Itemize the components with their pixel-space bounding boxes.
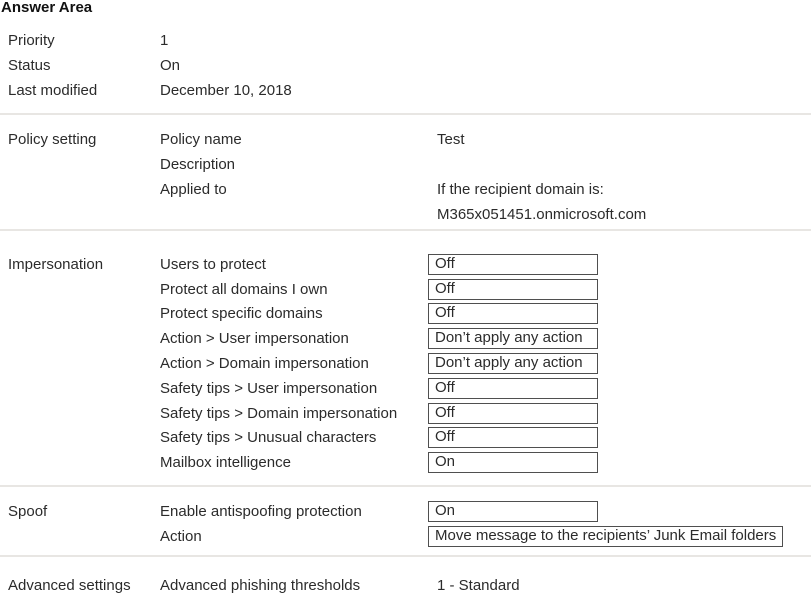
value-text: 1 - Standard bbox=[437, 577, 520, 595]
page-title: Answer Area bbox=[1, 0, 93, 16]
value-box[interactable]: Off bbox=[428, 378, 598, 399]
value-box[interactable]: Move message to the recipients’ Junk Email folders bbox=[428, 526, 783, 547]
setting-label: 1 bbox=[160, 32, 169, 49]
setting-label: On bbox=[160, 57, 181, 74]
value-box[interactable]: Off bbox=[428, 403, 598, 424]
table-row bbox=[0, 53, 811, 78]
value-cell bbox=[428, 303, 811, 324]
section-divider bbox=[0, 113, 811, 115]
table-row bbox=[0, 177, 811, 202]
setting-label: Protect all domains I own bbox=[160, 280, 328, 298]
value-cell bbox=[428, 526, 811, 547]
setting-label: Protect specific domains bbox=[160, 305, 323, 323]
setting-label: Safety tips > User impersonation bbox=[160, 379, 378, 397]
value-box[interactable]: Don’t apply any action bbox=[428, 328, 598, 349]
setting-label: Description bbox=[160, 156, 236, 173]
table-row bbox=[0, 202, 811, 227]
value-box[interactable]: Don’t apply any action bbox=[428, 353, 598, 374]
section-meta bbox=[0, 28, 811, 103]
table-row bbox=[0, 573, 811, 597]
table-row bbox=[0, 376, 811, 401]
section-label: Spoof bbox=[8, 503, 48, 521]
value-text: Test bbox=[437, 131, 465, 148]
table-row bbox=[0, 499, 811, 524]
value-text: M365x051451.onmicrosoft.com bbox=[437, 206, 647, 223]
table-row bbox=[0, 450, 811, 475]
setting-label: Applied to bbox=[160, 181, 227, 198]
section-advanced bbox=[0, 573, 811, 597]
value-cell bbox=[428, 279, 811, 300]
section-divider bbox=[0, 555, 811, 557]
section-impersonation bbox=[0, 252, 811, 475]
section-label: Advanced settings bbox=[8, 577, 131, 595]
setting-label: Mailbox intelligence bbox=[160, 454, 291, 472]
value-cell bbox=[428, 378, 811, 399]
table-row bbox=[0, 426, 811, 451]
value-cell bbox=[428, 427, 811, 448]
setting-label: Users to protect bbox=[160, 255, 266, 273]
table-row bbox=[0, 78, 811, 103]
table-row bbox=[0, 302, 811, 327]
value-box[interactable]: Off bbox=[428, 427, 598, 448]
value-cell bbox=[428, 254, 811, 275]
table-row bbox=[0, 351, 811, 376]
value-text: If the recipient domain is: bbox=[437, 181, 604, 198]
value-box[interactable]: On bbox=[428, 501, 598, 522]
value-cell bbox=[428, 501, 811, 522]
section-label: Priority bbox=[8, 32, 55, 49]
section-policy bbox=[0, 127, 811, 227]
section-divider bbox=[0, 485, 811, 487]
setting-label: Action > User impersonation bbox=[160, 330, 349, 348]
value-box[interactable]: Off bbox=[428, 303, 598, 324]
section-label: Last modified bbox=[8, 82, 98, 99]
table-row bbox=[0, 524, 811, 549]
table-row bbox=[0, 28, 811, 53]
setting-label: Advanced phishing thresholds bbox=[160, 577, 361, 595]
table-row bbox=[0, 252, 811, 277]
setting-label: Enable antispoofing protection bbox=[160, 503, 362, 521]
table-row bbox=[0, 326, 811, 351]
setting-label: December 10, 2018 bbox=[160, 82, 292, 99]
value-cell bbox=[428, 403, 811, 424]
section-label: Status bbox=[8, 57, 51, 74]
value-box[interactable]: On bbox=[428, 452, 598, 473]
setting-label: Action bbox=[160, 528, 202, 546]
setting-label: Policy name bbox=[160, 131, 242, 148]
section-label: Policy setting bbox=[8, 131, 97, 148]
table-row bbox=[0, 277, 811, 302]
table-row bbox=[0, 401, 811, 426]
value-cell bbox=[428, 328, 811, 349]
value-cell bbox=[428, 353, 811, 374]
section-label: Impersonation bbox=[8, 255, 104, 273]
table-row bbox=[0, 152, 811, 177]
setting-label: Safety tips > Unusual characters bbox=[160, 429, 377, 447]
setting-label: Safety tips > Domain impersonation bbox=[160, 404, 398, 422]
table-row bbox=[0, 127, 811, 152]
value-box[interactable]: Off bbox=[428, 279, 598, 300]
section-divider bbox=[0, 229, 811, 231]
value-box[interactable]: Off bbox=[428, 254, 598, 275]
value-cell bbox=[428, 452, 811, 473]
section-spoof bbox=[0, 499, 811, 549]
settings-table bbox=[0, 28, 811, 597]
setting-label: Action > Domain impersonation bbox=[160, 355, 369, 373]
